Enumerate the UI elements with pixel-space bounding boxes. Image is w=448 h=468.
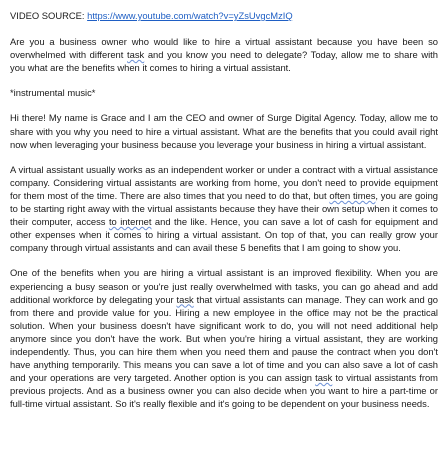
- flagged-word: task: [315, 372, 333, 384]
- paragraph-virtual-assistant: [10, 163, 438, 255]
- text-run: and the like. Hence, you can save a lot of cash for equipment and other expenses when it comes to hiring a virtual assistant. On top of that, you can really grow your company through virtual assistants and can avail these 5 benefits that I am going to show you.: [10, 216, 438, 254]
- text-run: that virtual assistants can manage. They can work and go from there and provide value for you. Hiring a new employee in the office may not be the practical solution. When your business doesn't have significant work to do, you will not need additional help anymore since you don't have the work. But when you're hiring a virtual assistant, they are working independently. Thus, you can hire them when you need them and pause the contract when you don't have anything temporarily. This means you can save a lot of time and you can also save a lot of cash and your operations are very targeted. Another option is you can assign: [10, 293, 438, 384]
- video-source-link[interactable]: https://www.youtube.com/watch?v=yZsUvgcMzIQ: [87, 10, 293, 21]
- text-run: and you know you need to delegate? Today, allow me to share with you what are the benefits when it comes to hiring a virtual assistant.: [10, 49, 438, 74]
- paragraph-music-cue: *instrumental music*: [10, 87, 96, 99]
- flagged-word: task: [176, 293, 194, 305]
- flagged-word: to internet: [108, 216, 152, 228]
- flagged-word: often times: [329, 189, 376, 201]
- text-run: , you are going to be starting right away with the virtual assistants because they have their own setup when it comes to their computer, access: [10, 189, 438, 228]
- flagged-word: task: [127, 49, 145, 61]
- text-run: to virtual assistants from previous projects. And as a business owner you can also decide when you want to hire a part-time or full-time virtual assistant. So it's really flexible and it's going to be dependent on your business needs.: [10, 372, 438, 410]
- text-run: Are you a business owner who would like to hire a virtual assistant because you have been so overwhelmed with different: [10, 36, 438, 61]
- text-run: One of the benefits when you are hiring a virtual assistant is an improved flexibility. When you are experiencing a busy season or you're just really overwhelmed with tasks, you can go ahead and add additional workforce by delegating your: [10, 267, 438, 305]
- paragraph-greeting: Hi there! My name is Grace and I am the CEO and owner of Surge Digital Agency. Today, allow me to share with you why you need to hire a virtual assistant. What are the benefits that you could avail right now when leveraging your business because you leverage your business in hiring a virtual assistant.: [10, 112, 438, 150]
- paragraph-flexibility: [10, 266, 438, 410]
- document-body: [10, 9, 438, 422]
- video-source-label: VIDEO SOURCE:: [10, 10, 85, 21]
- paragraph-intro: [10, 35, 438, 74]
- video-source-line: [10, 9, 438, 22]
- text-run: A virtual assistant usually works as an independent worker or under a contract with a virtual assistance company. Considering virtual assistants are working from home, you don't need to provide equipment for them most of the time. There are also times that you need to do that, but: [10, 163, 438, 201]
